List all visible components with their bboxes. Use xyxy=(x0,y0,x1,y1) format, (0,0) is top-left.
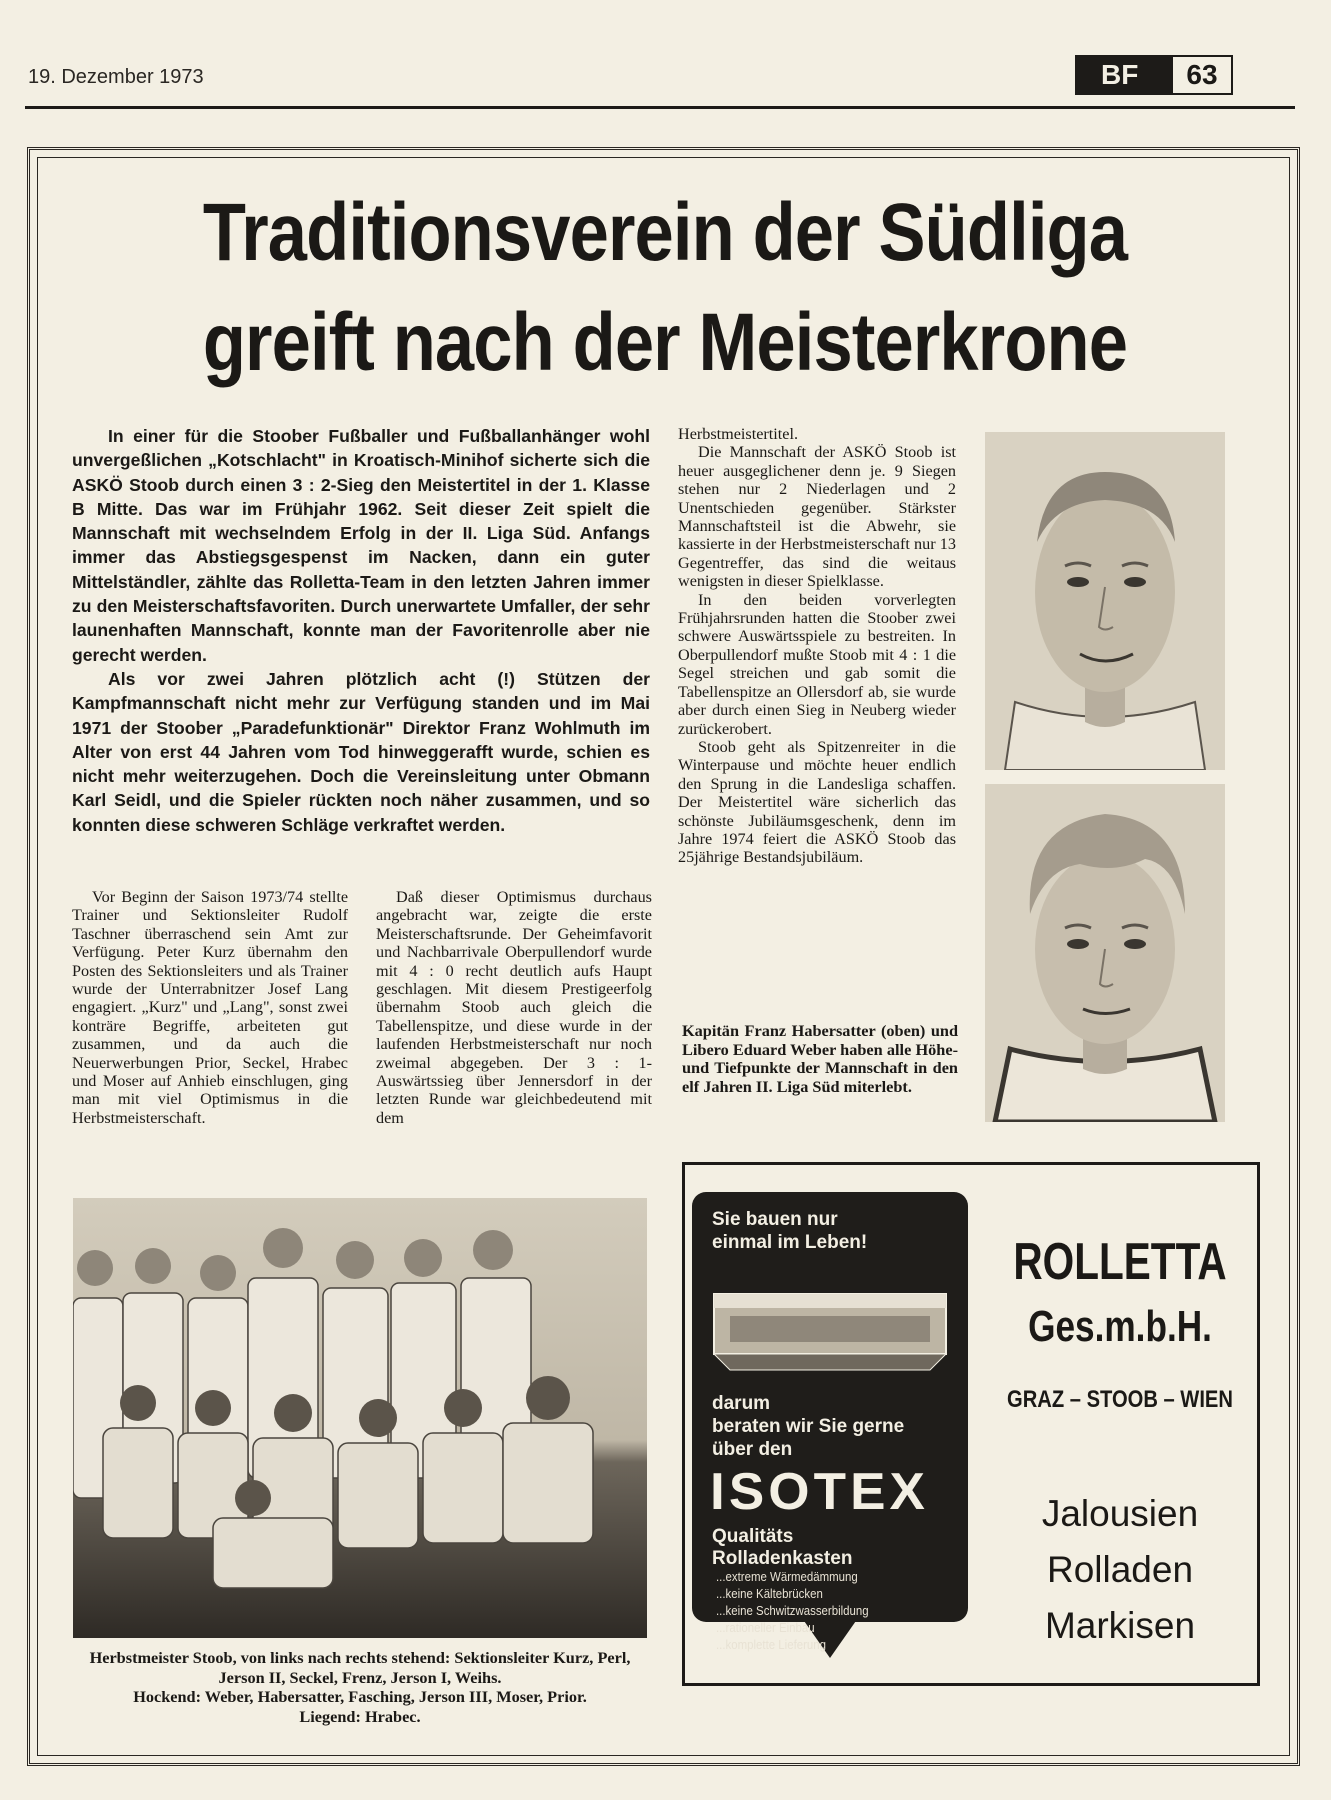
isotex-consult-line-2: beraten wir Sie gerne xyxy=(712,1416,905,1437)
isotex-feature: ...keine Schwitzwasserbildung xyxy=(716,1603,869,1618)
page-badge xyxy=(1075,55,1233,95)
header-rule xyxy=(25,106,1295,109)
section-label: BF xyxy=(1075,55,1171,95)
rolletta-locations: GRAZ – STOOB – WIEN xyxy=(1007,1386,1233,1413)
body-paragraph: Stoob geht als Spitzenreiter in die Winterpause und möchte heuer endlich den Sprung in die Landesliga schaffen. Der Meistertitel wäre sicherlich das schönste Jubiläumsgeschenk, denn im Jahre 1974 feiert die ASKÖ Stoob das 25jährige Bestandsjubiläum. xyxy=(678,737,956,867)
team-caption-kneeling: Hockend: Weber, Habersatter, Fasching, Jerson III, Moser, Prior. xyxy=(133,1687,587,1707)
isotex-feature: ...rationeller Einbau xyxy=(716,1620,815,1635)
body-paragraph: Vor Beginn der Saison 1973/74 stellte Trainer und Sektionsleiter Rudolf Taschner überraschend sein Amt zur Verfügung. Peter Kurz übernahm den Posten des Sektionsleiters und als Trainer wurde der Unterrabnitzer Josef Lang engagiert. „Kurz" und „Lang", sonst zwei konträre Begriffe, arbeiteten gut zusammen, und da auch die Neuerwerbungen Prior, Seckel, Hrabec und Moser auf Anhieb einschlugen, ging man mit viel Optimismus in die Herbstmeisterschaft. xyxy=(72,888,348,1127)
isotex-consult-line-3: über den xyxy=(712,1439,793,1460)
isotex-headline-line-1: Sie bauen nur xyxy=(712,1209,838,1230)
isotex-feature: ...keine Kältebrücken xyxy=(716,1586,823,1601)
text-column-2 xyxy=(376,888,652,1127)
roller-shutter-box-illustration xyxy=(710,1286,950,1376)
body-paragraph: Daß dieser Optimismus durchaus angebracht war, zeigte die erste Meisterschaftsrunde. Der Geheimfavorit und Nachbarrivale Oberpullendorf wurde mit 4 : 0 recht deutlich aufs Haupt geschlagen. Mit diesem Prestigeerfolg übernahm Stoob auch gleich die Tabellenspitze, und diese wurde in der laufenden Herbstmeisterschaft nur noch zweimal abgegeben. Der 3 : 1-Auswärtssieg über Jennersdorf in der letzten Runde war gleichbedeutend mit dem xyxy=(376,888,652,1127)
body-paragraph: Die Mannschaft der ASKÖ Stoob ist heuer ausgeglichener denn je. 9 Siegen stehen nur 2 Niederlagen und 2 Unentschieden gegenüber. Stärkster Mannschaftsteil ist die Abwehr, sie kassierte in der Herbstmeisterschaft nur 13 Gegentreffer, das sind die weitaus wenigsten in dieser Spielklasse. xyxy=(678,443,956,591)
isotex-feature-list xyxy=(716,1568,945,1653)
isotex-product-line-1: Qualitäts xyxy=(712,1526,794,1547)
team-photo-caption xyxy=(73,1648,647,1726)
isotex-headline-line-2: einmal im Leben! xyxy=(712,1232,868,1253)
text-column-3 xyxy=(678,425,956,867)
portrait-photo-weber xyxy=(985,784,1225,1122)
page-number: 63 xyxy=(1171,55,1233,95)
portrait-photo-habersatter xyxy=(985,432,1225,770)
isotex-consult-text xyxy=(712,1392,952,1461)
rolletta-legal-form: Ges.m.b.H. xyxy=(1028,1302,1212,1351)
team-caption-standing: Herbstmeister Stoob, von links nach rechts stehend: Sektionsleiter Kurz, Perl, Jerson II, Seckel, Frenz, Jerson I, Weihs. xyxy=(89,1648,631,1687)
issue-date: 19. Dezember 1973 xyxy=(28,66,204,88)
rolletta-product-list xyxy=(980,1486,1260,1654)
text-column-1 xyxy=(72,888,348,1127)
team-caption-lying: Liegend: Hrabec. xyxy=(299,1706,421,1726)
portrait-caption: Kapitän Franz Habersatter (oben) und Libero Eduard Weber haben alle Höhe- und Tiefpunkte der Mannschaft in den elf Jahren II. Liga Süd miterlebt. xyxy=(682,1021,958,1096)
rolletta-product: Jalousien xyxy=(1041,1493,1199,1534)
isotex-product xyxy=(712,1526,952,1570)
rolletta-product: Markisen xyxy=(1044,1605,1196,1646)
headline-line-1: Traditionsverein der Südliga xyxy=(202,187,1128,278)
lead-paragraph: In einer für die Stoober Fußballer und Fußballanhänger wohl unvergeßlichen „Kotschlacht" in Kroatisch-Minihof sicherte sich die ASKÖ Stoob durch einen 3 : 2-Sieg den Meistertitel in der 1. Klasse B Mitte. Das war im Frühjahr 1962. Seit dieser Zeit spielt die Mannschaft mit wechselndem Erfolg in der II. Liga Süd. Anfangs immer das Abstiegsgespenst im Nacken, dann ein guter Mittelständler, zählte das Rolletta-Team in den letzten Jahren immer zu den Meisterschaftsfavoriten. Durch unerwartete Umfaller, der sehr launenhaften Mannschaft, konnte man der Favoritenrolle aber nie gerecht werden. xyxy=(72,426,650,665)
headline-line-2: greift nach der Meisterkrone xyxy=(202,297,1128,388)
isotex-feature: ...extreme Wärmedämmung xyxy=(716,1569,858,1584)
headline xyxy=(145,178,1186,398)
body-continuation: Herbstmeistertitel. xyxy=(678,425,799,443)
lead-paragraphs xyxy=(72,424,650,837)
isotex-product-line-2: Rolladenkasten xyxy=(712,1548,853,1569)
body-paragraph: In den beiden vorverlegten Frühjahrsrunden hatten die Stoober zwei schwere Auswärtsspiele zu bestreiten. In Oberpullendorf mußte Stoob mit 4 : 1 die Segel streichen und gab somit die Tabellenspitze an Ollersdorf ab, sie wurde aber durch einen Sieg in Neuberg wieder zurückerobert. xyxy=(678,590,956,738)
isotex-brand: ISOTEX xyxy=(710,1463,930,1521)
rolletta-product: Rolladen xyxy=(1046,1549,1194,1590)
isotex-feature: ...komplette Lieferung xyxy=(716,1637,827,1652)
lead-paragraph: Als vor zwei Jahren plötzlich acht (!) Stützen der Kampfmannschaft nicht mehr zur Verfügung standen und im Mai 1971 der Stoober „Paradefunktionär" Direktor Franz Wohlmuth im Alter von erst 44 Jahren vom Tod hinweggerafft wurde, schien es nicht mehr weiterzugehen. Doch die Vereinsleitung unter Obmann Karl Seidl, und die Spieler rückten noch näher zusammen, und so konnten diese schweren Schläge verkraftet werden. xyxy=(72,668,650,835)
isotex-consult-line-1: darum xyxy=(712,1393,771,1414)
isotex-headline xyxy=(712,1208,952,1254)
team-photo xyxy=(73,1198,647,1638)
isotex-advertisement xyxy=(692,1192,968,1680)
rolletta-company-name: ROLLETTA xyxy=(1013,1233,1227,1291)
